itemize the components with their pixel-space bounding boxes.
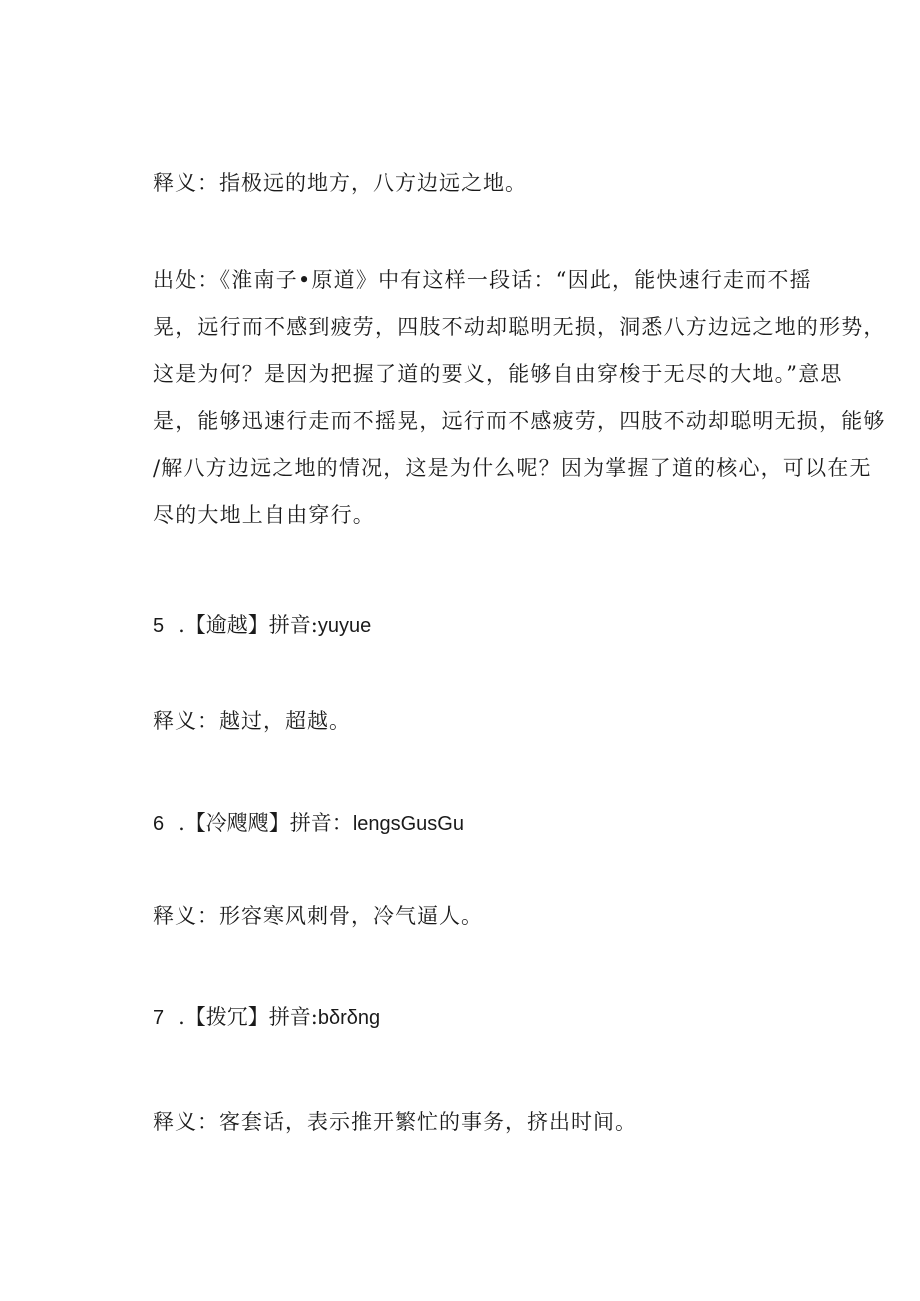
entry-heading: .【拨冗】拼音: bbox=[178, 1005, 318, 1029]
entry-number: 5 bbox=[153, 615, 165, 637]
source-row-3: 这是为何？是因为把握了道的要义，能够自由穿梭于无尽的大地。”意思 bbox=[153, 362, 843, 386]
entry-pinyin: lengsGusGu bbox=[352, 813, 464, 835]
entry-heading: .【冷飕飕】拼音： bbox=[178, 811, 353, 835]
entry-heading: .【逾越】拼音: bbox=[178, 613, 318, 637]
source-row-1: 出处：《淮南子•原道》中有这样一段话：“因此，能快速行走而不摇 bbox=[153, 268, 812, 292]
source-row-2: 晃，远行而不感到疲劳，四肢不动却聪明无损，洞悉八方边远之地的形势， bbox=[153, 315, 886, 339]
entry-5 bbox=[153, 610, 371, 641]
entry-number: 6 bbox=[153, 813, 165, 835]
source-paragraph bbox=[153, 257, 886, 539]
entry-6 bbox=[153, 808, 464, 839]
definition-line-1: 释义：指极远的地方，八方边远之地。 bbox=[153, 171, 527, 195]
entry-number: 7 bbox=[153, 1007, 165, 1029]
entry-pinyin: yuyue bbox=[317, 615, 372, 637]
definition-line-7: 释义：客套话，表示推开繁忙的事务，挤出时间。 bbox=[153, 1110, 637, 1134]
source-row-6: 尽的大地上自由穿行。 bbox=[153, 503, 375, 527]
source-row-5: /解八方边远之地的情况，这是为什么呢？因为掌握了道的核心，可以在无 bbox=[153, 456, 872, 480]
entry-7 bbox=[153, 1002, 380, 1033]
entry-pinyin: bδrδng bbox=[317, 1007, 381, 1029]
definition-line-5: 释义：越过，超越。 bbox=[153, 709, 351, 733]
source-row-4: 是，能够迅速行走而不摇晃，远行而不感疲劳，四肢不动却聪明无损，能够 bbox=[153, 409, 886, 433]
definition-line-6: 释义：形容寒风刺骨，冷气逼人。 bbox=[153, 904, 483, 928]
